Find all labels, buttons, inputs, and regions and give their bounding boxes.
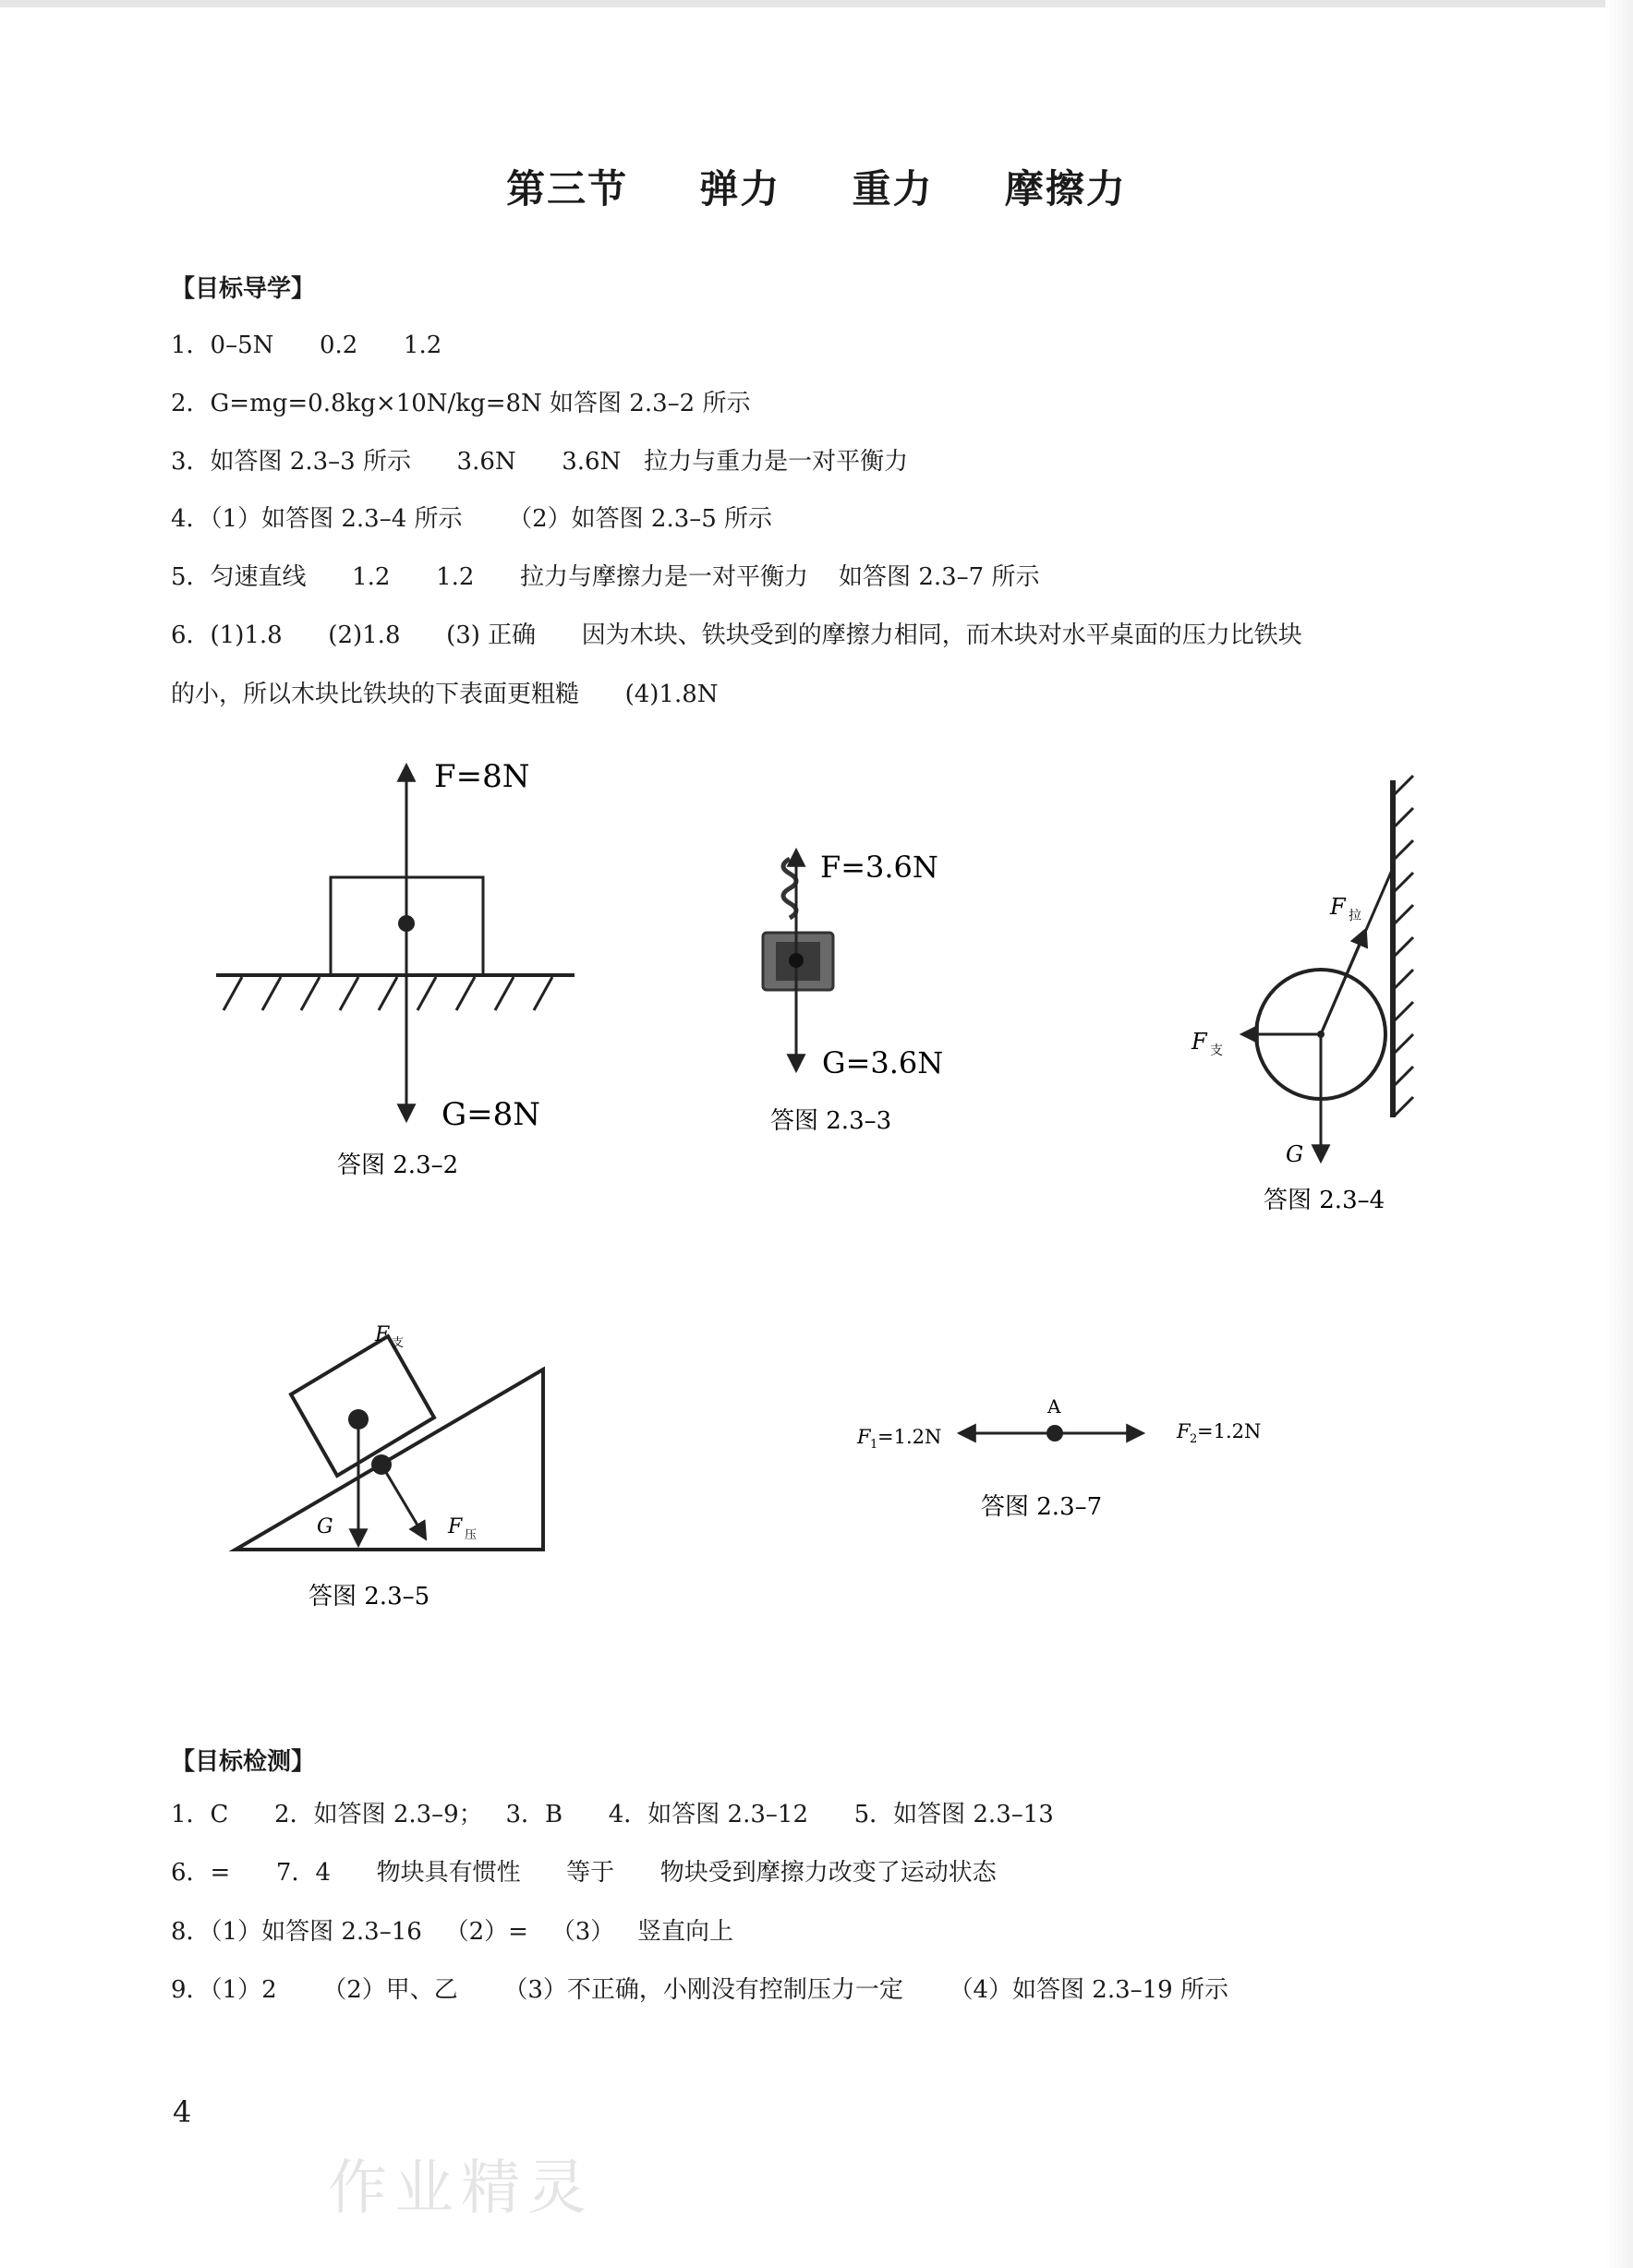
press-force-sub: 压	[465, 1528, 478, 1542]
answer-line: 3．如答图 2.3–3 所示 3.6N 3.6N 拉力与重力是一对平衡力	[171, 448, 909, 476]
point-a-dot	[1046, 1425, 1063, 1442]
center-dot	[1317, 1031, 1325, 1038]
figure-caption: 答图 2.3–5	[308, 1583, 430, 1611]
ground-hatching	[224, 977, 552, 1010]
watermark: 作业精灵	[328, 2154, 594, 2223]
pull-force-sub: 拉	[1349, 909, 1361, 923]
f1-sub: 1	[870, 1438, 878, 1452]
gravity-label: G=3.6N	[822, 1045, 944, 1080]
answer-line: 4．（1）如答图 2.3–4 所示 （2）如答图 2.3–5 所示	[171, 505, 773, 533]
f2-label: F	[1177, 1420, 1191, 1442]
f2-sub: 2	[1190, 1432, 1198, 1446]
f2-value: =1.2N	[1197, 1420, 1262, 1442]
answer-line: 1．C 2．如答图 2.3–9； 3．B 4．如答图 2.3–12 5．如答图 2.3–13	[171, 1801, 1054, 1828]
gravity-label: G	[1286, 1141, 1304, 1167]
figure-caption: 答图 2.3–4	[1264, 1187, 1385, 1214]
page-title: 第三节 弹力 重力 摩擦力	[506, 166, 1127, 211]
gravity-label: G	[317, 1515, 333, 1538]
figure-2-3-2	[216, 758, 575, 1179]
center-dot	[789, 953, 804, 968]
figure-2-3-3	[763, 850, 943, 1135]
figure-2-3-4	[1191, 776, 1413, 1214]
support-force-label: F	[375, 1323, 390, 1346]
block-on-incline	[291, 1336, 434, 1476]
gravity-label: G=8N	[442, 1096, 541, 1133]
support-force-sub: 支	[392, 1336, 405, 1350]
point-a-label: A	[1047, 1395, 1061, 1418]
figure-caption: 答图 2.3–7	[981, 1493, 1103, 1521]
figure-2-3-7	[856, 1395, 1261, 1521]
f1-label: F	[857, 1426, 871, 1448]
answer-line: 的小，所以木块比铁块的下表面更粗糙 (4)1.8N	[171, 681, 719, 708]
force-label: F=3.6N	[820, 850, 938, 885]
answer-line: 9．（1）2 （2）甲、乙 （3）不正确，小刚没有控制压力一定 （4）如答图 2.3–19 所示	[171, 1976, 1228, 2004]
block-center-dot	[348, 1409, 369, 1430]
contact-dot	[371, 1454, 392, 1475]
answer-line: 6．(1)1.8 (2)1.8 (3) 正确 因为木块、铁块受到的摩擦力相同，而木块对水平桌面的压力比铁块	[171, 621, 1302, 649]
press-force-label: F	[448, 1515, 463, 1538]
support-force-sub: 支	[1210, 1044, 1223, 1058]
pull-force-label: F	[1330, 894, 1346, 920]
force-label: F=8N	[434, 758, 530, 795]
answer-line: 8．（1）如答图 2.3–16 （2）= （3） 竖直向上	[171, 1918, 734, 1946]
figure-2-3-5	[236, 1323, 543, 1611]
figure-caption: 答图 2.3–3	[770, 1107, 892, 1135]
spring	[783, 859, 796, 918]
page-number: 4	[173, 2094, 192, 2129]
press-force-arrow	[381, 1465, 425, 1538]
f1-value: =1.2N	[877, 1426, 942, 1448]
center-dot	[398, 915, 415, 932]
answer-line: 1．0–5N 0.2 1.2	[171, 332, 442, 359]
section-heading-guide: 【目标导学】	[171, 275, 316, 303]
answer-line: 2．G=mg=0.8kg×10N/kg=8N 如答图 2.3–2 所示	[171, 390, 751, 417]
answer-line: 6．= 7．4 物块具有惯性 等于 物块受到摩擦力改变了运动状态	[171, 1859, 997, 1887]
wall-hatching	[1395, 776, 1413, 1116]
figure-caption: 答图 2.3–2	[337, 1152, 459, 1179]
answer-line: 5．匀速直线 1.2 1.2 拉力与摩擦力是一对平衡力 如答图 2.3–7 所示	[171, 563, 1040, 591]
section-heading-check: 【目标检测】	[171, 1748, 316, 1776]
support-force-label: F	[1191, 1029, 1207, 1055]
